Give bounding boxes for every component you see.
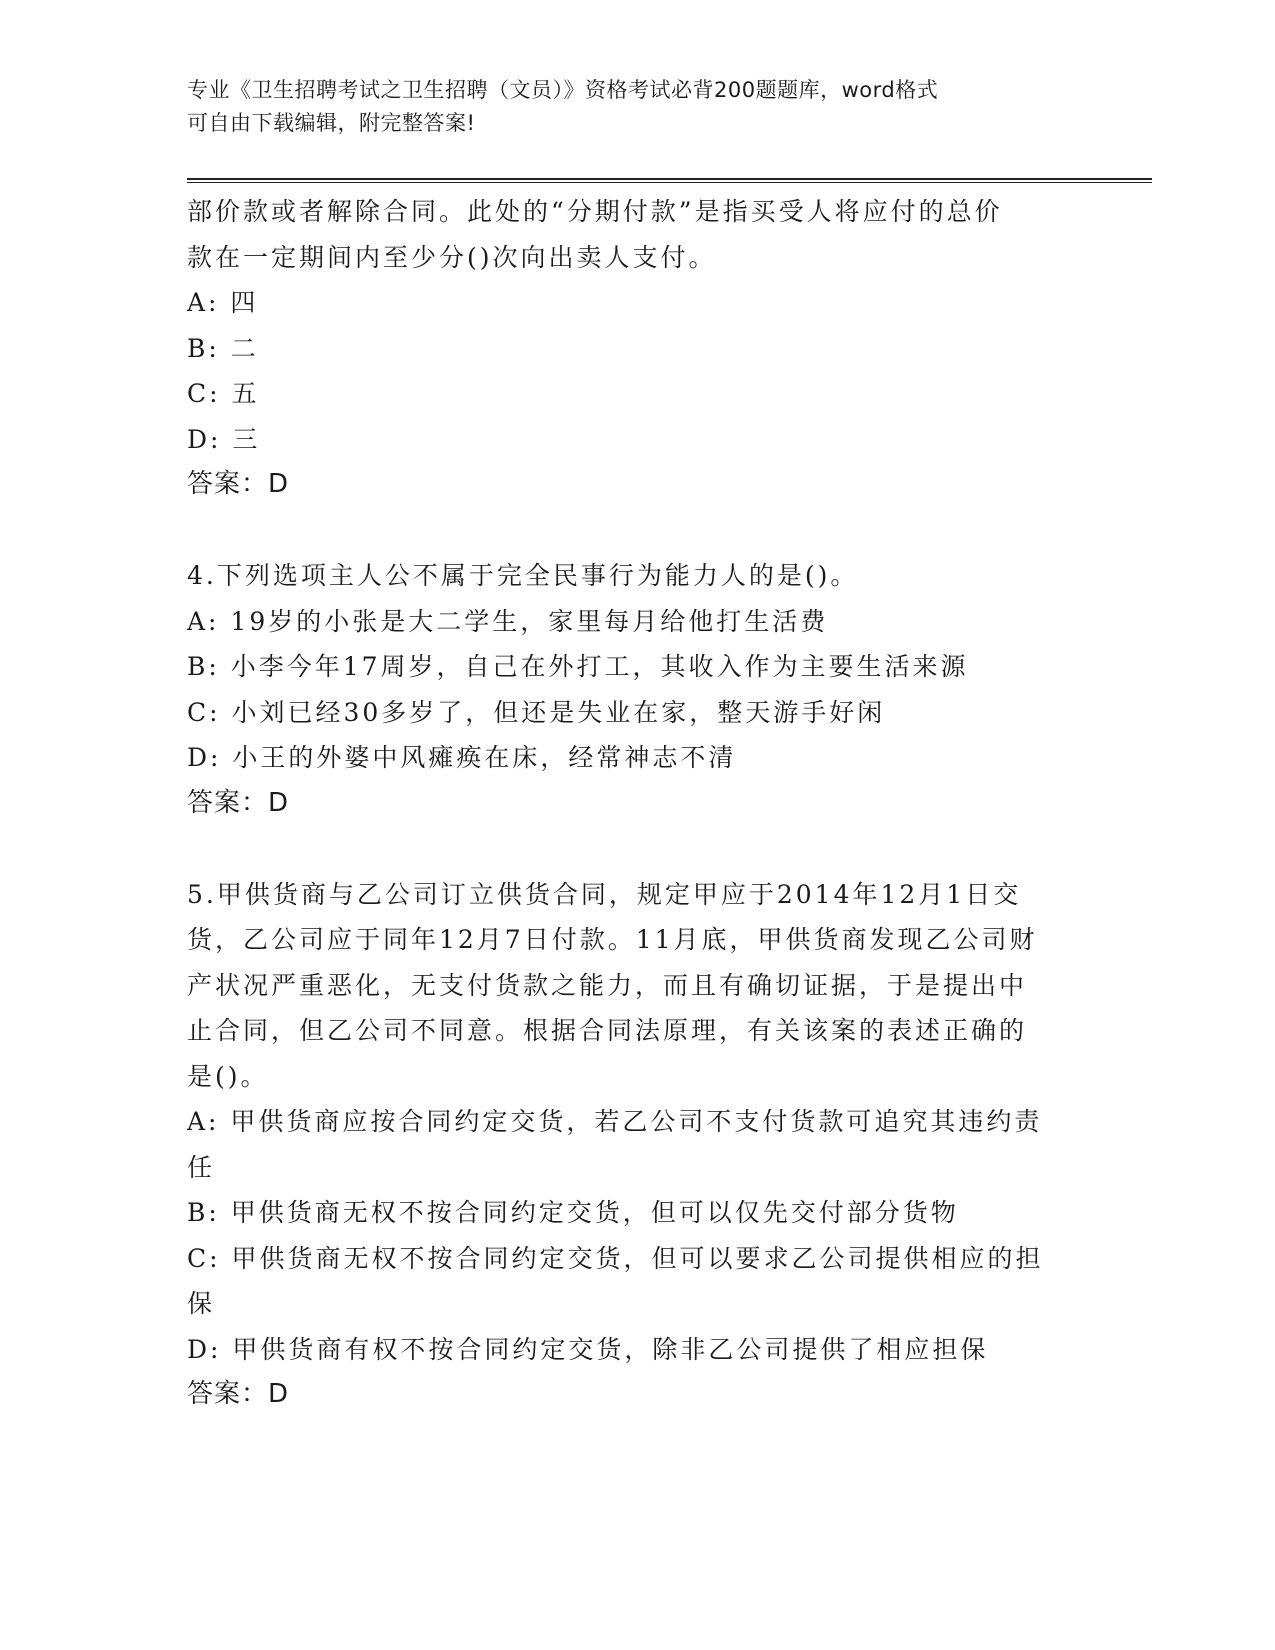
option-b: B: 二 <box>187 333 259 363</box>
question-text: 5.甲供货商与乙公司订立供货合同，规定甲应于2014年12月1日交 <box>187 879 1022 909</box>
header-divider <box>187 178 1152 180</box>
option-a-continued: 任 <box>187 1152 216 1182</box>
header-divider <box>187 182 1152 183</box>
option-d: D: 甲供货商有权不按合同约定交货，除非乙公司提供了相应担保 <box>187 1334 989 1364</box>
answer: 答案：D <box>187 1379 290 1409</box>
answer: 答案：D <box>187 787 290 818</box>
question-text: 货，乙公司应于同年12月7日付款。11月底，甲供货商发现乙公司财 <box>187 925 1038 954</box>
question-text: 止合同，但乙公司不同意。根据合同法原理，有关该案的表述正确的 <box>187 1016 1028 1045</box>
option-d: D: 小王的外婆中风瘫痪在床，经常神志不清 <box>187 743 737 772</box>
question-text: 款在一定期间内至少分()次向出卖人支付。 <box>187 242 717 272</box>
option-b: B: 甲供货商无权不按合同约定交货，但可以仅先交付部分货物 <box>187 1198 959 1227</box>
option-a: A: 19岁的小张是大二学生，家里每月给他打生活费 <box>187 606 829 636</box>
option-d: D: 三 <box>187 424 261 454</box>
option-b: B: 小李今年17周岁，自己在外打工，其收入作为主要生活来源 <box>187 652 969 681</box>
option-a: A: 四 <box>187 288 259 317</box>
question-5 <box>187 872 1087 1418</box>
question-3 <box>187 189 1087 508</box>
question-text: 是()。 <box>187 1061 269 1091</box>
option-c-continued: 保 <box>187 1289 216 1318</box>
option-c: C: 小刘已经30多岁了，但还是失业在家，整天游手好闲 <box>187 697 886 727</box>
header-line: 可自由下载编辑，附完整答案! <box>187 111 476 135</box>
option-c: C: 五 <box>187 379 260 408</box>
question-text: 4.下列选项主人公不属于完全民事行为能力人的是()。 <box>187 561 859 590</box>
question-content <box>187 189 1087 1418</box>
question-text: 部价款或者解除合同。此处的“分期付款”是指买受人将应付的总价 <box>187 197 1003 226</box>
page-header <box>187 74 1067 140</box>
question-4 <box>187 553 1087 826</box>
question-text: 产状况严重恶化，无支付货款之能力，而且有确切证据，于是提出中 <box>187 970 1028 1000</box>
option-a: A: 甲供货商应按合同约定交货，若乙公司不支付货款可追究其违约责 <box>187 1107 1043 1136</box>
header-line: 专业《卫生招聘考试之卫生招聘（文员）》资格考试必背200题题库，word格式 <box>187 78 939 102</box>
option-c: C: 甲供货商无权不按合同约定交货，但可以要求乙公司提供相应的担 <box>187 1243 1044 1273</box>
answer: 答案：D <box>187 469 290 499</box>
